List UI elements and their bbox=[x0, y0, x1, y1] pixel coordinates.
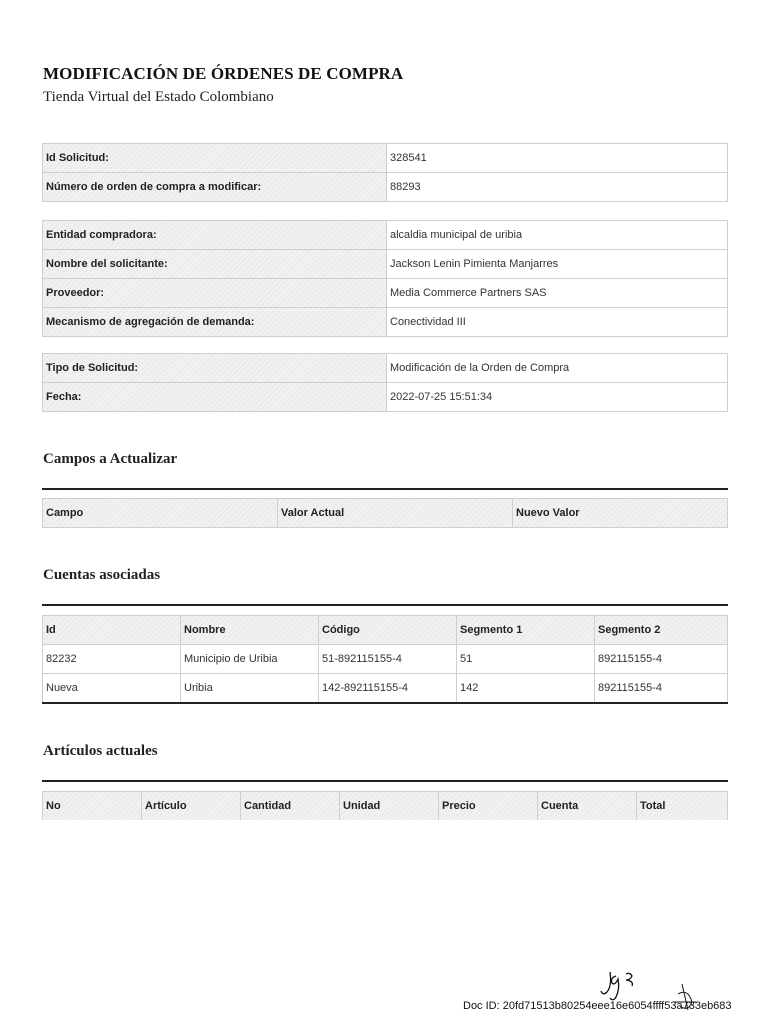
cell-segmento-2: 892115155-4 bbox=[595, 674, 728, 704]
id-solicitud-value: 328541 bbox=[387, 144, 728, 173]
campos-table bbox=[42, 498, 728, 528]
cell-segmento-1: 51 bbox=[457, 645, 595, 674]
column-header-nombre: Nombre bbox=[181, 616, 319, 645]
tipo-solicitud-label: Tipo de Solicitud: bbox=[43, 354, 387, 383]
solicitante-label: Nombre del solicitante: bbox=[43, 250, 387, 279]
column-header-id: Id bbox=[43, 616, 181, 645]
entidad-compradora-value: alcaldia municipal de uribia bbox=[387, 221, 728, 250]
tipo-solicitud-value: Modificación de la Orden de Compra bbox=[387, 354, 728, 383]
table-row bbox=[43, 250, 728, 279]
column-header-articulo: Artículo bbox=[142, 792, 241, 821]
section-divider bbox=[42, 604, 728, 606]
fecha-label: Fecha: bbox=[43, 383, 387, 412]
fecha-value: 2022-07-25 15:51:34 bbox=[387, 383, 728, 412]
mecanismo-value: Conectividad III bbox=[387, 308, 728, 337]
entidad-table bbox=[42, 220, 728, 337]
cell-id: Nueva bbox=[43, 674, 181, 704]
column-header-segmento-2: Segmento 2 bbox=[595, 616, 728, 645]
solicitud-table bbox=[42, 143, 728, 202]
tipo-table bbox=[42, 353, 728, 412]
column-header-campo: Campo bbox=[43, 499, 278, 528]
cell-nombre: Uribia bbox=[181, 674, 319, 704]
column-header-cuenta: Cuenta bbox=[538, 792, 637, 821]
section-divider bbox=[42, 780, 728, 782]
articulos-table bbox=[42, 791, 728, 820]
entidad-compradora-label: Entidad compradora: bbox=[43, 221, 387, 250]
mecanismo-label: Mecanismo de agregación de demanda: bbox=[43, 308, 387, 337]
table-header-row bbox=[43, 616, 728, 645]
table-header-row bbox=[43, 792, 728, 821]
orden-compra-label: Número de orden de compra a modificar: bbox=[43, 173, 387, 202]
proveedor-label: Proveedor: bbox=[43, 279, 387, 308]
cell-codigo: 142-892115155-4 bbox=[319, 674, 457, 704]
column-header-nuevo-valor: Nuevo Valor bbox=[513, 499, 728, 528]
proveedor-value: Media Commerce Partners SAS bbox=[387, 279, 728, 308]
campos-section-title: Campos a Actualizar bbox=[43, 451, 178, 467]
table-row bbox=[43, 674, 728, 704]
table-row bbox=[43, 173, 728, 202]
table-header-row bbox=[43, 499, 728, 528]
signature-image bbox=[596, 962, 716, 1022]
articulos-table-clip bbox=[42, 791, 728, 820]
cuentas-table bbox=[42, 615, 728, 704]
id-solicitud-label: Id Solicitud: bbox=[43, 144, 387, 173]
articulos-section-title: Artículos actuales bbox=[43, 743, 158, 759]
column-header-unidad: Unidad bbox=[340, 792, 439, 821]
solicitante-value: Jackson Lenin Pimienta Manjarres bbox=[387, 250, 728, 279]
column-header-no: No bbox=[43, 792, 142, 821]
cell-nombre: Municipio de Uribia bbox=[181, 645, 319, 674]
document-title: MODIFICACIÓN DE ÓRDENES DE COMPRA bbox=[43, 64, 404, 83]
column-header-codigo: Código bbox=[319, 616, 457, 645]
table-row bbox=[43, 645, 728, 674]
column-header-segmento-1: Segmento 1 bbox=[457, 616, 595, 645]
table-row bbox=[43, 354, 728, 383]
table-row bbox=[43, 308, 728, 337]
table-row bbox=[43, 221, 728, 250]
section-divider bbox=[42, 488, 728, 490]
cell-segmento-2: 892115155-4 bbox=[595, 645, 728, 674]
column-header-total: Total bbox=[637, 792, 728, 821]
cuentas-section-title: Cuentas asociadas bbox=[43, 567, 161, 583]
document-subtitle: Tienda Virtual del Estado Colombiano bbox=[43, 89, 274, 105]
column-header-valor-actual: Valor Actual bbox=[278, 499, 513, 528]
doc-id: Doc ID: 20fd71513b80254eee16e6054ffff53a733eb683 bbox=[463, 1000, 732, 1012]
cell-id: 82232 bbox=[43, 645, 181, 674]
cell-segmento-1: 142 bbox=[457, 674, 595, 704]
cell-codigo: 51-892115155-4 bbox=[319, 645, 457, 674]
table-row bbox=[43, 383, 728, 412]
column-header-precio: Precio bbox=[439, 792, 538, 821]
column-header-cantidad: Cantidad bbox=[241, 792, 340, 821]
table-row bbox=[43, 144, 728, 173]
orden-compra-value: 88293 bbox=[387, 173, 728, 202]
table-row bbox=[43, 279, 728, 308]
